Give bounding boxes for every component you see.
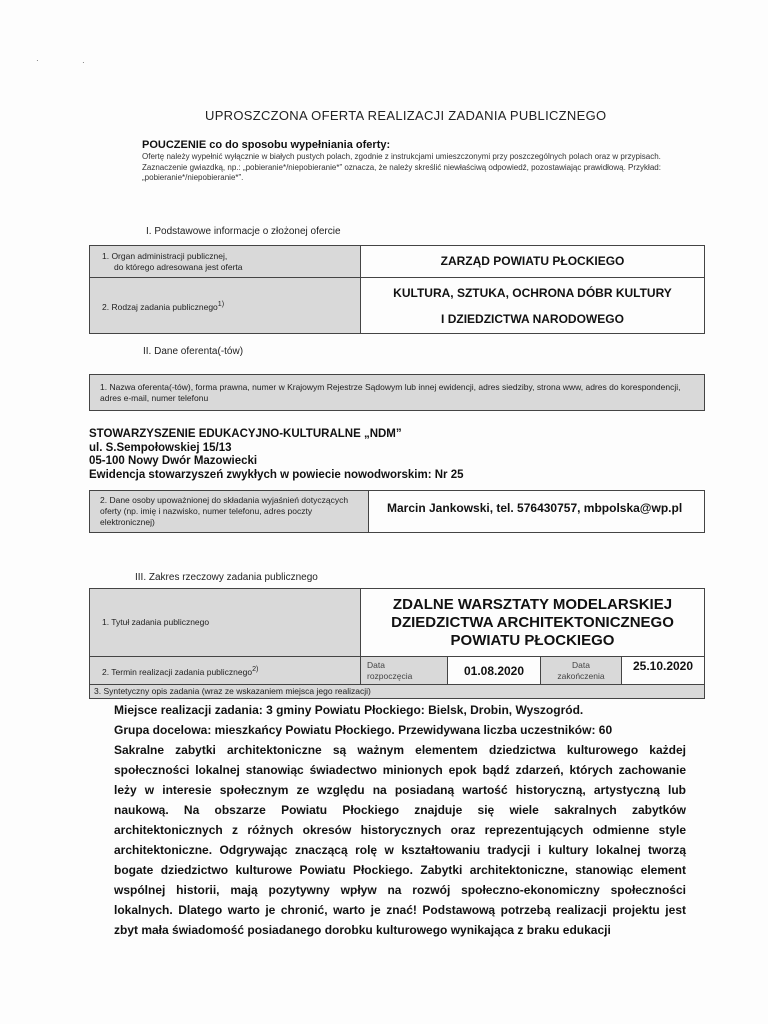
task-title-label: 1. Tytuł zadania publicznego: [90, 589, 361, 657]
description-paragraph: Grupa docelowa: mieszkańcy Powiatu Płockiego. Przewidywana liczba uczestników: 60: [114, 723, 613, 737]
task-title-value[interactable]: [361, 589, 705, 657]
start-date-value[interactable]: 01.08.2020: [448, 657, 541, 685]
notice-heading: POUCZENIE co do sposobu wypełniania oferty:: [142, 139, 391, 151]
applicant-details: [89, 428, 649, 482]
term-label: [90, 657, 361, 685]
org-city: 05-100 Nowy Dwór Mazowiecki: [89, 455, 258, 467]
org-registry: Ewidencja stowarzyszeń zwykłych w powiecie nowodworskim: Nr 25: [89, 468, 464, 481]
basic-info-table: [89, 245, 705, 334]
title-line: ZDALNE WARSZTATY MODELARSKIEJ: [392, 595, 673, 613]
end-date-value[interactable]: 25.10.2020: [622, 657, 705, 685]
task-type-label: [90, 278, 361, 334]
scan-mark: ·: [82, 58, 85, 67]
scope-table: [89, 588, 705, 699]
document-title: UPROSZCZONA OFERTA REALIZACJI ZADANIA PUBLICZNEGO: [205, 108, 607, 123]
label-line: do którego adresowana jest oferta: [114, 261, 243, 272]
section-heading: I. Podstawowe informacje o złożonej ofercie: [146, 226, 341, 237]
title-line: DZIEDZICTWA ARCHITEKTONICZNEGO: [391, 613, 674, 631]
task-description[interactable]: [102, 700, 686, 940]
notice-line: Ofertę należy wypełnić wyłącznie w białych pustych polach, zgodnie z instrukcjami umieszczonymi przy poszczególnych polach oraz w przypisach.: [142, 152, 661, 161]
description-paragraph: Miejsce realizacji zadania: 3 gminy Powiatu Płockiego: Bielsk, Drobin, Wyszogród.: [114, 703, 584, 717]
organ-value[interactable]: ZARZĄD POWIATU PŁOCKIEGO: [361, 246, 705, 278]
label-text: 2. Termin realizacji zadania publicznego: [102, 666, 253, 677]
org-name: STOWARZYSZENIE EDUKACYJNO-KULTURALNE „NDM”: [89, 428, 402, 440]
footnote-ref: 2): [252, 664, 259, 673]
value-line: I DZIEDZICTWA NARODOWEGO: [441, 311, 624, 326]
notice-block: [142, 138, 662, 184]
section-heading: II. Dane oferenta(-tów): [143, 346, 244, 357]
section-heading: III. Zakres rzeczowy zadania publicznego: [135, 572, 318, 583]
end-date-label: [541, 657, 622, 685]
label-line: Data: [367, 659, 385, 670]
start-date-label: [361, 657, 448, 685]
label-text: 2. Rodzaj zadania publicznego: [102, 301, 218, 312]
task-type-value[interactable]: [361, 278, 705, 334]
contact-person-label: 2. Dane osoby upoważnionej do składania wyjaśnień dotyczących oferty (np. imię i nazwisko, numer telefonu, adres poczty elektronicznej): [90, 491, 369, 533]
label-line: zakończenia: [557, 670, 605, 681]
label-line: Data: [572, 659, 590, 670]
label-line: rozpoczęcia: [367, 670, 413, 681]
contact-person-value[interactable]: Marcin Jankowski, tel. 576430757, mbpolska@wp.pl: [369, 491, 705, 533]
applicant-name-label: 1. Nazwa oferenta(-tów), forma prawna, numer w Krajowym Rejestrze Sądowym lub innej ewidencji, adres siedziby, strona www, adres do korespondencji, adres e-mail, numer telefonu: [90, 375, 705, 411]
notice-line: Zaznaczenie gwiazdką, np.: „pobieranie*/niepobieranie*” oznacza, że należy skreślić niewłaściwą odpowiedź, pozostawiając prawidłową. Przykład: „pobieranie*/niepobieranie*”.: [142, 162, 661, 182]
org-street: ul. S.Sempołowskiej 15/13: [89, 441, 232, 454]
value-line: KULTURA, SZTUKA, OCHRONA DÓBR KULTURY: [393, 285, 672, 300]
label-line: 1. Organ administracji publicznej,: [102, 250, 228, 261]
description-paragraph: Sakralne zabytki architektoniczne są ważnym elementem dziedzictwa kulturowego każdej społeczności lokalnej stanowiąc świadectwo minionych epok bądź zdarzeń, których zachowanie leży w interesie społecznym ze względu na posiadaną wartość historyczną, artystyczną lub naukową. Na obszarze Powiatu Płockiego znajduje się wiele sakralnych zabytków architektonicznych z różnych okresów historycznych oraz reprezentujących odmienne style architektoniczne. Odgrywając znaczącą rolę w kształtowaniu tradycji i kultury lokalnej tworzą bogate dziedzictwo kulturowe Powiatu Płockiego. Zabytki architektoniczne, stanowiąc element wspólnej historii, mają pozytywny wpływ na rozwój społeczno-ekonomiczny społeczności lokalnych. Dlatego warto je chronić, warto je znać! Podstawową potrzebą realizacji projektu jest zbyt mała świadomość posiadanego dorobku kulturowego wynikająca z braku edukacji: [114, 743, 686, 937]
footnote-ref: 1): [217, 299, 225, 308]
description-label: 3. Syntetyczny opis zadania (wraz ze wskazaniem miejsca jego realizacji): [90, 685, 705, 699]
title-line: POWIATU PŁOCKIEGO: [450, 631, 615, 649]
organ-label: [90, 246, 361, 278]
scan-mark: ·: [36, 56, 39, 65]
